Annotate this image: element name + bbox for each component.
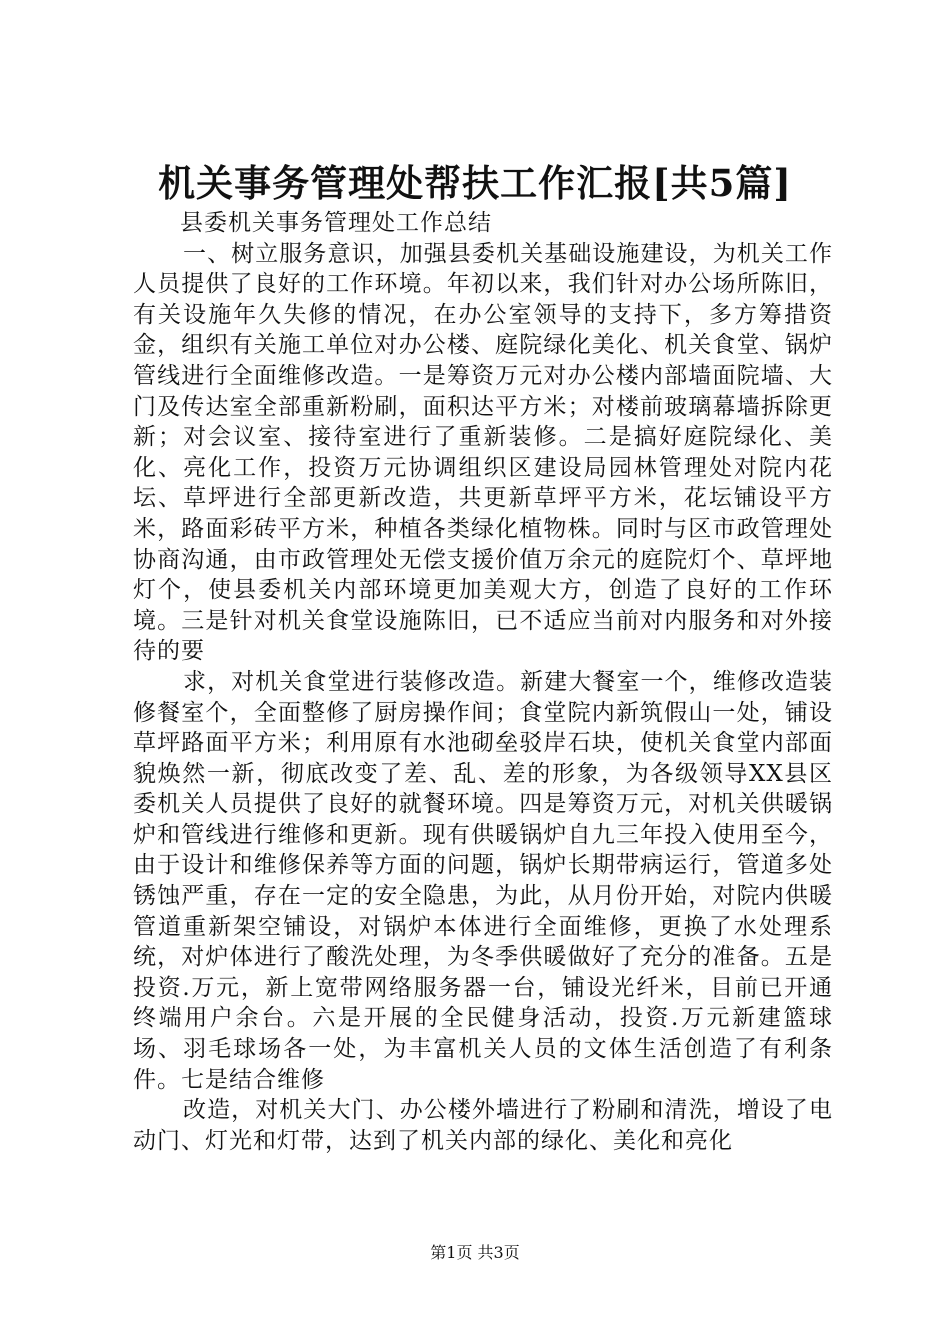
paragraph: 改造，对机关大门、办公楼外墙进行了粉刷和清洗，增设了电动门、灯光和灯带，达到了机关内部的绿化、美化和亮化: [133, 1097, 833, 1154]
document-subtitle: 县委机关事务管理处工作总结: [180, 210, 492, 236]
paragraph: 一、树立服务意识，加强县委机关基础设施建设，为机关工作人员提供了良好的工作环境。年初以来，我们针对办公场所陈旧，有关设施年久失修的情况，在办公室领导的支持下，多方筹措资金，组织有关施工单位对办公楼、庭院绿化美化、机关食堂、锅炉管线进行全面维修改造。一是筹资万元对办公楼内部墙面院墙、大门及传达室全部重新粉刷，面积达平方米；对楼前玻璃幕墙拆除更新；对会议室、接待室进行了重新装修。二是搞好庭院绿化、美化、亮化工作，投资万元协调组织区建设局园林管理处对院内花坛、草坪进行全部更新改造，共更新草坪平方米，花坛铺设平方米，路面彩砖平方米，种植各类绿化植物株。同时与区市政管理处协商沟通，由市政管理处无偿支援价值万余元的庭院灯个、草坪地灯个，使县委机关内部环境更加美观大方，创造了良好的工作环境。三是针对机关食堂设施陈旧，已不适应当前对内服务和对外接待的要: [133, 240, 833, 665]
paragraph: 求，对机关食堂进行装修改造。新建大餐室一个，维修改造装修餐室个，全面整修了厨房操作间；食堂院内新筑假山一处，铺设草坪路面平方米；利用原有水池砌垒驳岸石块，使机关食堂内部面貌焕然一新，彻底改变了差、乱、差的形象，为各级领导XX县区委机关人员提供了良好的就餐环境。四是筹资万元，对机关供暖锅炉和管线进行维修和更新。现有供暖锅炉自九三年投入使用至今，由于设计和维修保养等方面的问题，锅炉长期带病运行，管道多处锈蚀严重，存在一定的安全隐患，为此，从月份开始，对院内供暖管道重新架空铺设，对锅炉本体进行全面维修，更换了水处理系统，对炉体进行了酸洗处理，为冬季供暖做好了充分的准备。五是投资.万元，新上宽带网络服务器一台，铺设光纤米，目前已开通终端用户余台。六是开展的全民健身活动，投资.万元新建篮球场、羽毛球场各一处，为丰富机关人员的文体生活创造了有利条件。七是结合维修: [133, 668, 833, 1093]
document-title: 机关事务管理处帮扶工作汇报[共5篇]: [158, 161, 792, 205]
document-body: [133, 208, 833, 1156]
page-number-footer: 第1页 共3页: [430, 1243, 520, 1262]
